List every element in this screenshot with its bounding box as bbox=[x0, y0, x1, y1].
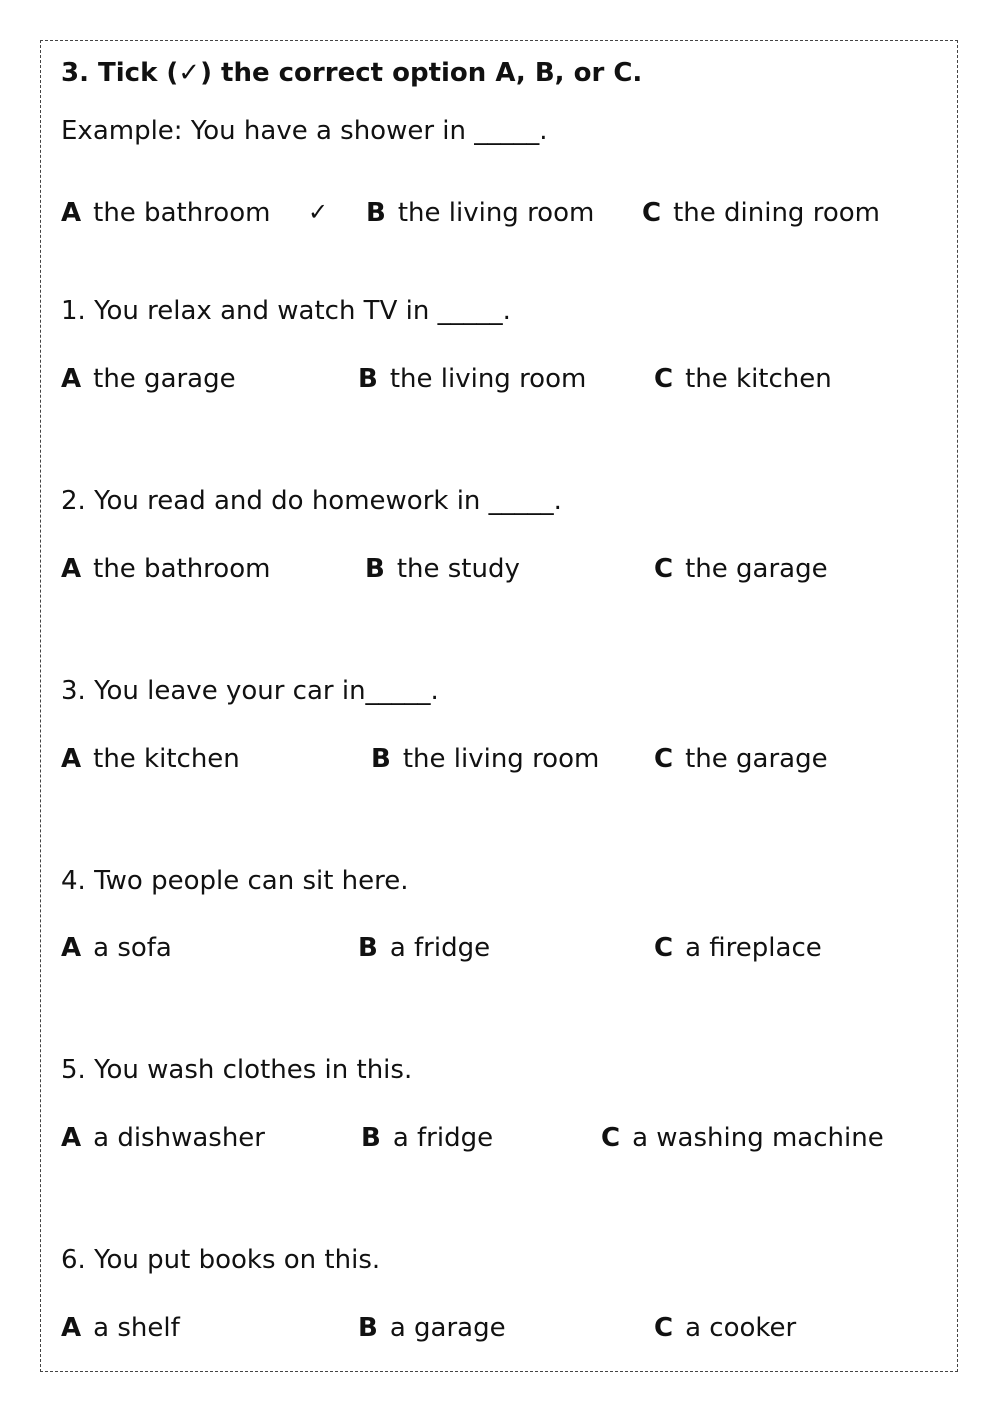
option-text: a fireplace bbox=[685, 933, 822, 963]
option-text: the kitchen bbox=[685, 364, 832, 394]
question-2-option-b[interactable] bbox=[365, 554, 520, 584]
option-letter: B bbox=[358, 1313, 378, 1343]
option-text: a sofa bbox=[93, 933, 172, 963]
option-letter: C bbox=[642, 198, 662, 228]
example-option-c[interactable] bbox=[642, 198, 880, 228]
question-4-option-a[interactable] bbox=[61, 933, 172, 963]
option-letter: C bbox=[601, 1123, 621, 1153]
question-5-option-b[interactable] bbox=[361, 1123, 493, 1153]
example-option-b[interactable] bbox=[366, 198, 594, 228]
question-5-prompt: 5. You wash clothes in this. bbox=[61, 1055, 413, 1085]
option-letter: A bbox=[61, 744, 82, 774]
question-2-option-a[interactable] bbox=[61, 554, 270, 584]
question-4-option-c[interactable] bbox=[654, 933, 822, 963]
option-text: a garage bbox=[389, 1313, 506, 1343]
exercise-heading: 3. Tick (✓) the correct option A, B, or C. bbox=[61, 58, 643, 88]
question-1-option-a[interactable] bbox=[61, 364, 236, 394]
question-4-option-b[interactable] bbox=[358, 933, 490, 963]
option-letter: A bbox=[61, 933, 82, 963]
option-letter: A bbox=[61, 554, 82, 584]
question-4-prompt: 4. Two people can sit here. bbox=[61, 866, 409, 896]
question-6-option-a[interactable] bbox=[61, 1313, 180, 1343]
option-letter: B bbox=[358, 364, 378, 394]
tick-mark-icon: ✓ bbox=[308, 198, 329, 226]
option-text: the kitchen bbox=[93, 744, 240, 774]
option-text: the study bbox=[396, 554, 520, 584]
option-letter: C bbox=[654, 1313, 674, 1343]
question-1-option-b[interactable] bbox=[358, 364, 586, 394]
question-6-prompt: 6. You put books on this. bbox=[61, 1245, 381, 1275]
option-letter: B bbox=[371, 744, 391, 774]
question-2-option-c[interactable] bbox=[654, 554, 828, 584]
option-text: the bathroom bbox=[93, 554, 271, 584]
question-5-option-a[interactable] bbox=[61, 1123, 265, 1153]
question-2-prompt: 2. You read and do homework in _____. bbox=[61, 486, 562, 516]
question-6-option-c[interactable] bbox=[654, 1313, 796, 1343]
option-text: the living room bbox=[389, 364, 587, 394]
option-letter: C bbox=[654, 554, 674, 584]
option-text: a dishwasher bbox=[93, 1123, 265, 1153]
option-text: the garage bbox=[685, 554, 828, 584]
option-letter: A bbox=[61, 1313, 82, 1343]
question-5-option-c[interactable] bbox=[601, 1123, 884, 1153]
question-3-option-a[interactable] bbox=[61, 744, 240, 774]
option-text: a fridge bbox=[392, 1123, 494, 1153]
option-text: a washing machine bbox=[632, 1123, 884, 1153]
example-option-a[interactable] bbox=[61, 198, 270, 228]
option-text: the garage bbox=[685, 744, 828, 774]
question-6-option-b[interactable] bbox=[358, 1313, 506, 1343]
option-letter: A bbox=[61, 364, 82, 394]
question-1-option-c[interactable] bbox=[654, 364, 832, 394]
option-letter: C bbox=[654, 744, 674, 774]
option-text: a cooker bbox=[685, 1313, 797, 1343]
example-prompt: Example: You have a shower in _____. bbox=[61, 116, 548, 146]
option-letter: B bbox=[358, 933, 378, 963]
question-1-prompt: 1. You relax and watch TV in _____. bbox=[61, 296, 511, 326]
option-text: the living room bbox=[402, 744, 600, 774]
worksheet-border bbox=[40, 40, 958, 1372]
question-3-option-b[interactable] bbox=[371, 744, 599, 774]
option-letter: C bbox=[654, 933, 674, 963]
option-text: the dining room bbox=[673, 198, 880, 228]
option-text: a fridge bbox=[389, 933, 491, 963]
question-3-prompt: 3. You leave your car in_____. bbox=[61, 676, 439, 706]
option-letter: A bbox=[61, 198, 82, 228]
option-letter: C bbox=[654, 364, 674, 394]
option-text: the garage bbox=[93, 364, 236, 394]
option-letter: B bbox=[365, 554, 385, 584]
question-3-option-c[interactable] bbox=[654, 744, 828, 774]
option-letter: B bbox=[361, 1123, 381, 1153]
option-text: a shelf bbox=[93, 1313, 180, 1343]
option-text: the bathroom bbox=[93, 198, 271, 228]
option-letter: B bbox=[366, 198, 386, 228]
option-text: the living room bbox=[397, 198, 595, 228]
option-letter: A bbox=[61, 1123, 82, 1153]
